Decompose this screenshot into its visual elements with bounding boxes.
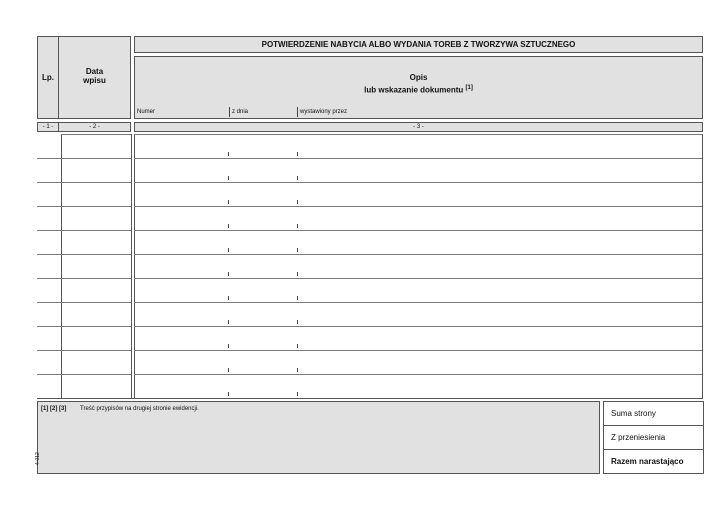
entry-row[interactable] bbox=[37, 278, 702, 302]
form-title-bar bbox=[134, 36, 703, 53]
footnote-refs: [1] [2] [3] bbox=[41, 406, 67, 412]
entry-row[interactable] bbox=[37, 206, 702, 230]
entry-row[interactable] bbox=[37, 374, 702, 398]
entry-row[interactable] bbox=[37, 302, 702, 326]
entry-row[interactable] bbox=[37, 182, 702, 206]
total-z-przeniesienia: Z przeniesienia bbox=[604, 426, 703, 450]
opis-label: Opis bbox=[409, 73, 428, 82]
footnote-box bbox=[37, 401, 600, 474]
footnote-note: Treść przypisów na drugiej stronie ewidencji. bbox=[80, 406, 199, 412]
lp-header-label: Lp. bbox=[42, 73, 54, 82]
column-number-1: - 1 - bbox=[37, 122, 59, 132]
wystawiony-przez-label: wystawiony przez bbox=[300, 109, 348, 115]
entry-row[interactable] bbox=[37, 230, 702, 254]
totals-box bbox=[603, 401, 704, 474]
entry-row[interactable] bbox=[37, 326, 702, 350]
entry-row[interactable] bbox=[37, 134, 702, 158]
form-title: POTWIERDZENIE NABYCIA ALBO WYDANIA TOREB Z TWORZYWA SZTUCZNEGO bbox=[261, 40, 576, 49]
opis-sublabel: lub wskazanie dokumentu bbox=[364, 85, 464, 95]
opis-header-cell bbox=[134, 56, 703, 119]
entry-row[interactable] bbox=[37, 158, 702, 182]
z-dnia-label: z dnia bbox=[232, 109, 249, 115]
data-wpisu-header-cell bbox=[58, 36, 131, 119]
form-code: 4-012 bbox=[35, 452, 41, 465]
total-suma-strony: Suma strony bbox=[604, 402, 703, 426]
entry-row[interactable] bbox=[37, 350, 702, 374]
total-razem-narastajaco: Razem narastająco bbox=[611, 457, 684, 466]
numer-label: Numer bbox=[137, 109, 156, 115]
wpisu-header-label: wpisu bbox=[83, 76, 106, 85]
opis-footnote-ref: [1] bbox=[465, 85, 473, 91]
column-number-3: - 3 - bbox=[134, 122, 703, 132]
entry-row[interactable] bbox=[37, 254, 702, 278]
data-header-label: Data bbox=[85, 67, 104, 76]
lp-header-cell bbox=[37, 36, 59, 119]
column-number-2: - 2 - bbox=[58, 122, 131, 132]
entry-grid bbox=[37, 134, 704, 398]
